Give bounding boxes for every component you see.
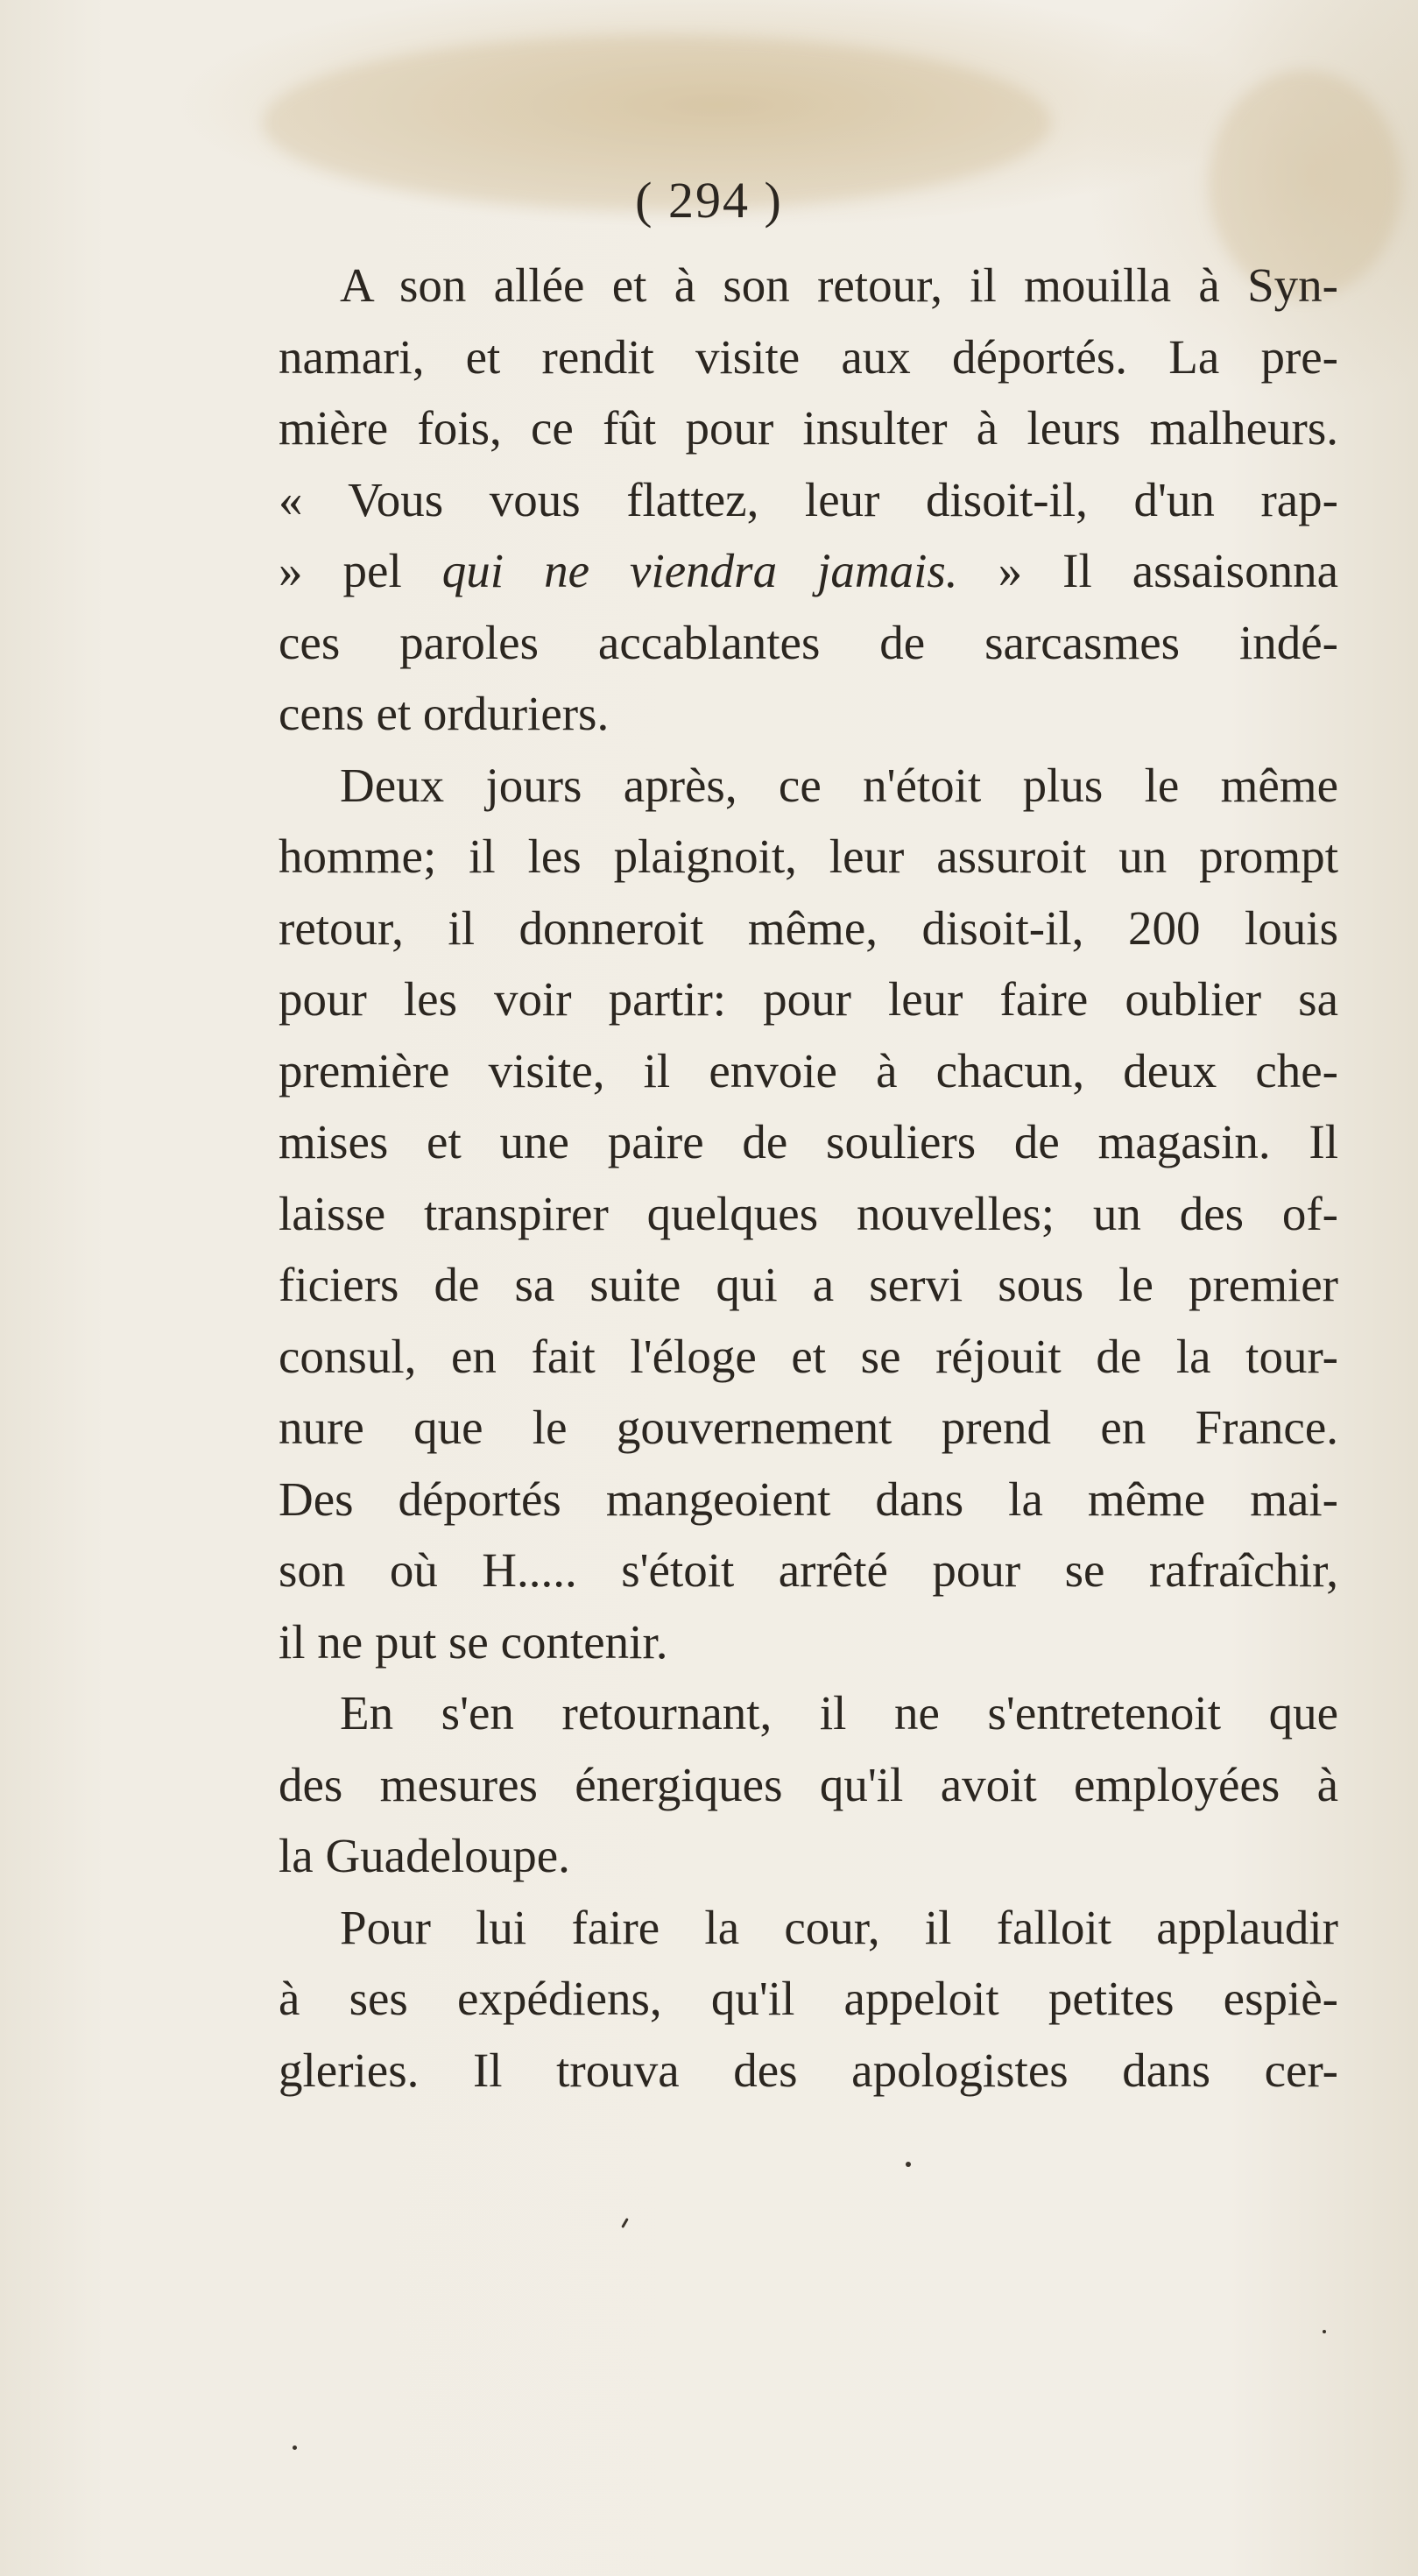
text-line <box>279 535 1338 607</box>
text-line: « Vous vous flattez, leur disoit-il, d'un rap- <box>279 472 1338 526</box>
text-line: il ne put se contenir. <box>279 1614 668 1669</box>
italic-quote: qui ne viendra jamais. <box>441 544 958 597</box>
text-line: Deux jours après, ce n'étoit plus le même <box>340 758 1338 812</box>
text-segment: » Il assaisonna <box>957 544 1338 597</box>
text-line: namari, et rendit visite aux déportés. La pre- <box>279 329 1338 384</box>
text-line: Pour lui faire la cour, il falloit applaudir <box>340 1900 1338 1954</box>
body-text <box>279 250 1338 2106</box>
text-line: nure que le gouvernement prend en France. <box>279 1401 1338 1454</box>
text-line: première visite, il envoie à chacun, deux che- <box>279 1043 1338 1097</box>
text-line: En s'en retournant, il ne s'entretenoit que <box>340 1686 1338 1740</box>
text-line: gleries. Il trouva des apologistes dans cer- <box>279 2043 1338 2097</box>
paragraph <box>279 1677 1338 1892</box>
ink-speck <box>621 2218 629 2228</box>
text-line: cens et orduriers. <box>279 687 610 740</box>
text-line: ficiers de sa suite qui a servi sous le premier <box>279 1258 1338 1311</box>
text-line: pour les voir partir: pour leur faire oublier sa <box>279 972 1338 1026</box>
paragraph <box>279 250 1338 750</box>
ink-speck <box>906 2162 911 2167</box>
text-line: mière fois, ce fût pour insulter à leurs malheurs. <box>279 401 1338 455</box>
text-line: son où H..... s'étoit arrêté pour se rafraîchir, <box>279 1543 1338 1597</box>
text-line: consul, en fait l'éloge et se réjouit de la tour- <box>279 1329 1338 1383</box>
text-line: à ses expédiens, qu'il appeloit petites espiè- <box>279 1972 1338 2025</box>
text-line: laisse transpirer quelques nouvelles; un des of- <box>279 1186 1338 1240</box>
text-segment: » pel <box>279 544 442 597</box>
text-line: ces paroles accablantes de sarcasmes indé- <box>279 615 1338 669</box>
text-line: la Guadeloupe. <box>279 1829 570 1882</box>
text-line: Des déportés mangeoient dans la même mai- <box>279 1471 1338 1526</box>
ink-speck <box>293 2445 297 2450</box>
text-line: mises et une paire de souliers de magasin. Il <box>279 1115 1338 1168</box>
text-line: retour, il donneroit même, disoit-il, 200 louis <box>279 900 1338 955</box>
page-number: ( 294 ) <box>635 172 783 229</box>
ink-speck <box>1323 2330 1326 2333</box>
text-line: des mesures énergiques qu'il avoit employées à <box>279 1757 1338 1811</box>
paragraph <box>279 750 1338 1678</box>
text-line: A son allée et à son retour, il mouilla à Syn- <box>340 258 1338 312</box>
paragraph <box>279 1892 1338 2107</box>
text-line: homme; il les plaignoit, leur assuroit un prompt <box>279 829 1338 883</box>
